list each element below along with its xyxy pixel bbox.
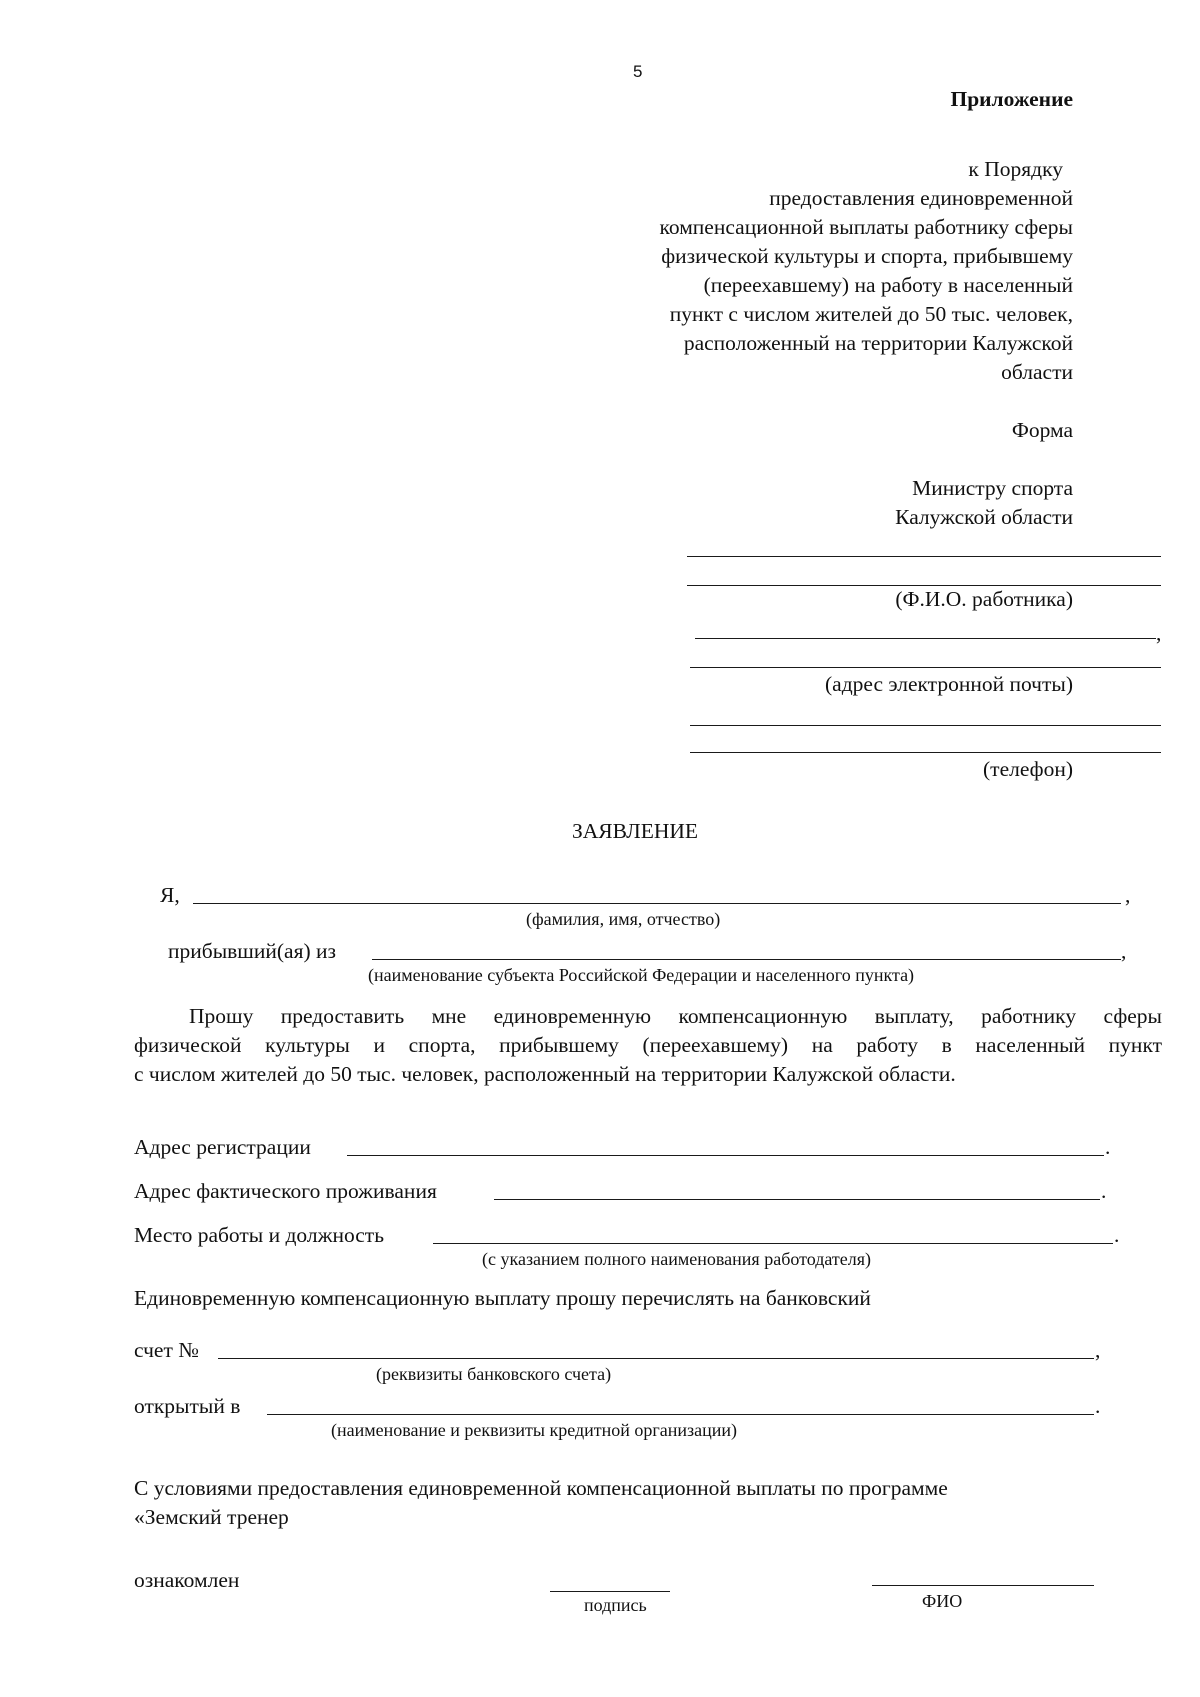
account-label: счет № xyxy=(134,1338,199,1362)
addressee xyxy=(895,474,1073,532)
phone-field-line-2[interactable] xyxy=(690,752,1161,753)
conditions-line: «Земский тренер xyxy=(134,1505,289,1529)
appendix-title: Приложение xyxy=(950,87,1073,111)
conditions-text xyxy=(134,1474,948,1532)
request-line: физической культуры и спорта, прибывшему (переехавшему) на работу в населенный пункт xyxy=(134,1033,1162,1057)
arrived-caption: (наименование субъекта Российской Федерации и населенного пункта) xyxy=(368,965,915,985)
account-input-line[interactable] xyxy=(218,1358,1094,1359)
appendix-line: (переехавшему) на работу в населенный xyxy=(703,273,1073,297)
fio-input-line[interactable] xyxy=(193,903,1121,904)
fio-field-line-1[interactable] xyxy=(687,556,1161,557)
opened-caption: (наименование и реквизиты кредитной организации) xyxy=(331,1420,738,1440)
appendix-line: области xyxy=(1001,360,1073,384)
page-number: 5 xyxy=(633,62,643,81)
addressee-line: Калужской области xyxy=(895,505,1073,529)
phone-caption: (телефон) xyxy=(983,757,1073,781)
form-label: Форма xyxy=(1011,418,1073,442)
appendix-line: пункт с числом жителей до 50 тыс. человек, xyxy=(669,302,1073,326)
request-line: Прошу предоставить мне единовременную компенсационную выплату, работнику сферы xyxy=(189,1004,1162,1028)
fio-short-line[interactable] xyxy=(872,1585,1094,1586)
work-period: . xyxy=(1114,1223,1120,1247)
conditions-line: С условиями предоставления единовременной компенсационной выплаты по программе xyxy=(134,1476,948,1500)
fio-full-caption: (фамилия, имя, отчество) xyxy=(526,909,721,929)
appendix-line: расположенный на территории Калужской xyxy=(683,331,1073,355)
email-field-line-2[interactable] xyxy=(690,667,1161,668)
opened-label: открытый в xyxy=(134,1394,241,1418)
appendix-line: предоставления единовременной xyxy=(769,186,1073,210)
appendix-line: физической культуры и спорта, прибывшему xyxy=(661,244,1073,268)
reg-address-input-line[interactable] xyxy=(347,1155,1104,1156)
arrived-comma: , xyxy=(1121,939,1127,963)
addressee-line: Министру спорта xyxy=(912,476,1073,500)
arrived-label: прибывший(ая) из xyxy=(168,939,336,963)
statement-title: ЗАЯВЛЕНИЕ xyxy=(572,819,699,843)
reg-address-period: . xyxy=(1105,1135,1111,1159)
phone-field-line-1[interactable] xyxy=(690,725,1161,726)
arrived-input-line[interactable] xyxy=(372,959,1121,960)
opened-input-line[interactable] xyxy=(267,1414,1094,1415)
account-caption: (реквизиты банковского счета) xyxy=(376,1364,612,1384)
email-caption: (адрес электронной почты) xyxy=(825,672,1073,696)
request-line: с числом жителей до 50 тыс. человек, расположенный на территории Калужской области. xyxy=(134,1062,956,1086)
ya-label: Я, xyxy=(160,883,180,907)
appendix-line: компенсационной выплаты работнику сферы xyxy=(659,215,1073,239)
fio-caption: (Ф.И.О. работника) xyxy=(895,587,1073,611)
work-input-line[interactable] xyxy=(433,1243,1113,1244)
actual-address-input-line[interactable] xyxy=(494,1199,1100,1200)
actual-address-label: Адрес фактического проживания xyxy=(134,1179,437,1203)
bank-text: Единовременную компенсационную выплату прошу перечислять на банковский xyxy=(134,1286,871,1310)
account-comma: , xyxy=(1095,1338,1101,1362)
appendix-line: к Порядку xyxy=(968,157,1063,181)
actual-address-period: . xyxy=(1101,1179,1107,1203)
fio-short-caption: ФИО xyxy=(922,1591,963,1611)
fio-comma: , xyxy=(1125,883,1131,907)
acquainted-label: ознакомлен xyxy=(134,1568,240,1592)
appendix-subtitle xyxy=(660,155,1074,387)
signature-caption: подпись xyxy=(584,1595,647,1615)
reg-address-label: Адрес регистрации xyxy=(134,1135,311,1159)
email-comma: , xyxy=(1156,621,1162,645)
email-field-line-1[interactable] xyxy=(695,638,1156,639)
work-label: Место работы и должность xyxy=(134,1223,385,1247)
opened-period: . xyxy=(1095,1394,1101,1418)
signature-line[interactable] xyxy=(550,1591,670,1592)
request-paragraph xyxy=(134,1002,1162,1089)
work-caption: (с указанием полного наименования работодателя) xyxy=(482,1249,872,1269)
